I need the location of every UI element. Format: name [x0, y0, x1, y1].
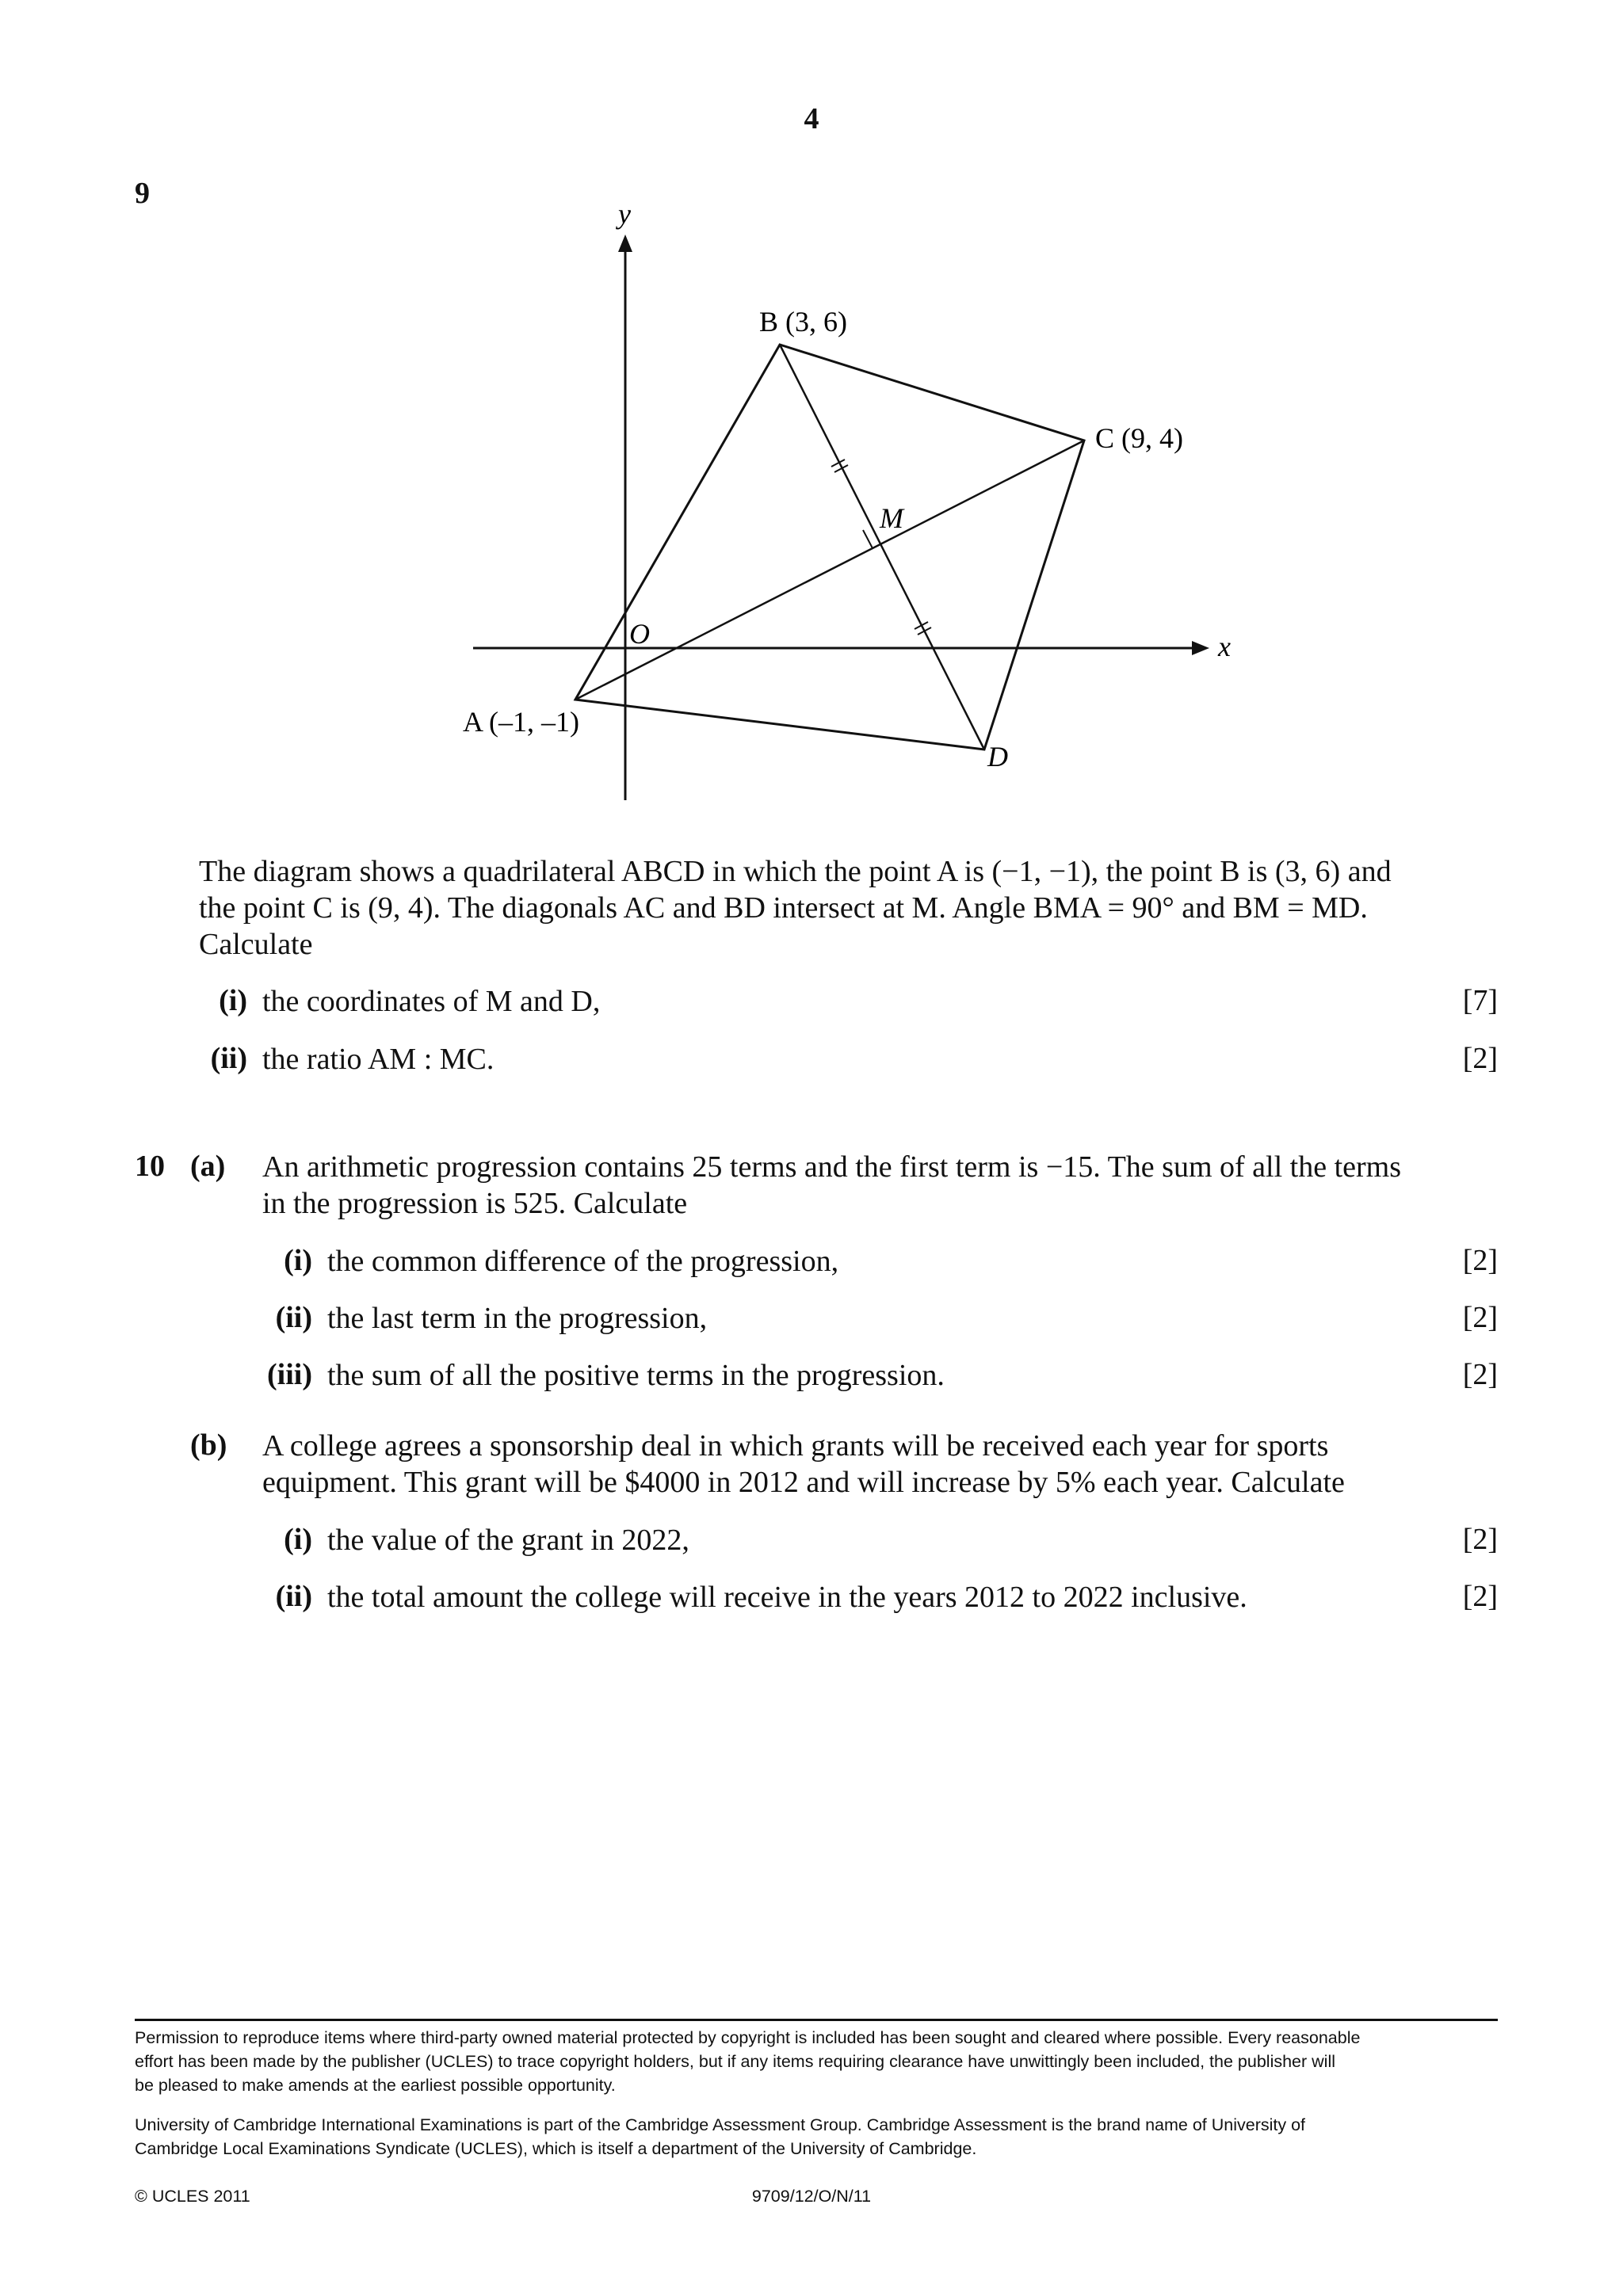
question-9-part-ii-label: (ii): [210, 1042, 247, 1075]
question-10a-part-iii-marks: [2]: [1462, 1358, 1498, 1391]
question-10a-part-ii-label: (ii): [275, 1301, 312, 1334]
question-10a-line-1: An arithmetic progression contains 25 terms and the first term is −15. The sum of all the terms: [262, 1150, 1401, 1184]
question-9-part-i-label: (i): [219, 984, 247, 1017]
question-10b-part-i-marks: [2]: [1462, 1523, 1498, 1556]
question-9-intro-line-2: the point C is (9, 4). The diagonals AC and BD intersect at M. Angle BMA = 90° and BM = MD.: [199, 891, 1368, 925]
question-10a-part-i-text: the common difference of the progression,: [327, 1245, 839, 1278]
question-10b-part-i-label: (i): [284, 1523, 312, 1556]
question-10b-part-ii-marks: [2]: [1462, 1580, 1498, 1613]
question-9-intro-line-1: The diagram shows a quadrilateral ABCD in which the point A is (−1, −1), the point B is (3, 6) and: [199, 855, 1392, 888]
point-b-label: B (3, 6): [759, 306, 847, 338]
origin-label: O: [629, 618, 650, 650]
question-9-part-i-marks: [7]: [1462, 984, 1498, 1017]
page-number: 4: [804, 102, 819, 135]
question-10a-part-i-marks: [2]: [1462, 1244, 1498, 1277]
paper-code: 9709/12/O/N/11: [751, 2187, 872, 2206]
diagonal-bd: [780, 345, 984, 749]
y-axis-arrowhead: [618, 235, 632, 252]
question-10a-part-iii-label: (iii): [267, 1358, 312, 1391]
quadrilateral-abcd: [575, 345, 1084, 749]
question-10b-label: (b): [190, 1428, 227, 1462]
question-10a-part-ii-text: the last term in the progression,: [327, 1302, 708, 1335]
question-10-number: 10: [135, 1150, 165, 1183]
point-m-label: M: [880, 502, 903, 534]
x-axis-arrowhead: [1192, 641, 1209, 655]
point-a-label: A (–1, –1): [463, 706, 579, 738]
footer-permission-line-1: Permission to reproduce items where third-party owned material protected by copyright is included has been sought and cleared where possible. Every reasonable: [135, 2028, 1361, 2047]
question-10b-part-i-text: the value of the grant in 2022,: [327, 1524, 689, 1557]
copyright-notice: © UCLES 2011: [135, 2187, 250, 2206]
y-axis-label: y: [618, 198, 631, 230]
question-9-part-ii-text: the ratio AM : MC.: [262, 1043, 495, 1076]
question-10a-part-ii-marks: [2]: [1462, 1301, 1498, 1334]
footer-ucles-line-2: Cambridge Local Examinations Syndicate (UCLES), which is itself a department of the University of Cambridge.: [135, 2139, 977, 2158]
quadrilateral-diagram: [0, 0, 1623, 840]
question-9-number: 9: [135, 177, 150, 210]
question-9-intro-line-3: Calculate: [199, 928, 313, 961]
question-9-part-i-text: the coordinates of M and D,: [262, 985, 601, 1018]
diagonal-ac: [575, 441, 1084, 700]
point-c-label: C (9, 4): [1095, 422, 1183, 454]
x-axis-label: x: [1218, 631, 1231, 662]
footer-rule: [135, 2019, 1498, 2021]
question-10b-line-1: A college agrees a sponsorship deal in which grants will be received each year for sports: [262, 1429, 1329, 1463]
question-10b-line-2: equipment. This grant will be $4000 in 2012 and will increase by 5% each year. Calculate: [262, 1466, 1345, 1499]
question-10a-label: (a): [190, 1150, 226, 1183]
question-10b-part-ii-label: (ii): [275, 1580, 312, 1613]
question-10a-part-iii-text: the sum of all the positive terms in the progression.: [327, 1359, 945, 1392]
footer-permission-line-3: be pleased to make amends at the earliest possible opportunity.: [135, 2076, 616, 2095]
question-9-part-ii-marks: [2]: [1462, 1042, 1498, 1075]
footer-permission-line-2: effort has been made by the publisher (UCLES) to trace copyright holders, but if any items requiring clearance have unwittingly been included, the publisher will: [135, 2052, 1335, 2071]
question-10a-part-i-label: (i): [284, 1244, 312, 1277]
footer-ucles-line-1: University of Cambridge International Examinations is part of the Cambridge Assessment Group. Cambridge Assessment is the brand name of University of: [135, 2115, 1306, 2134]
tick-mark-bm: [831, 460, 848, 472]
question-10b-part-ii-text: the total amount the college will receive in the years 2012 to 2022 inclusive.: [327, 1581, 1247, 1614]
point-d-label: D: [987, 741, 1008, 772]
question-10a-line-2: in the progression is 525. Calculate: [262, 1187, 688, 1220]
